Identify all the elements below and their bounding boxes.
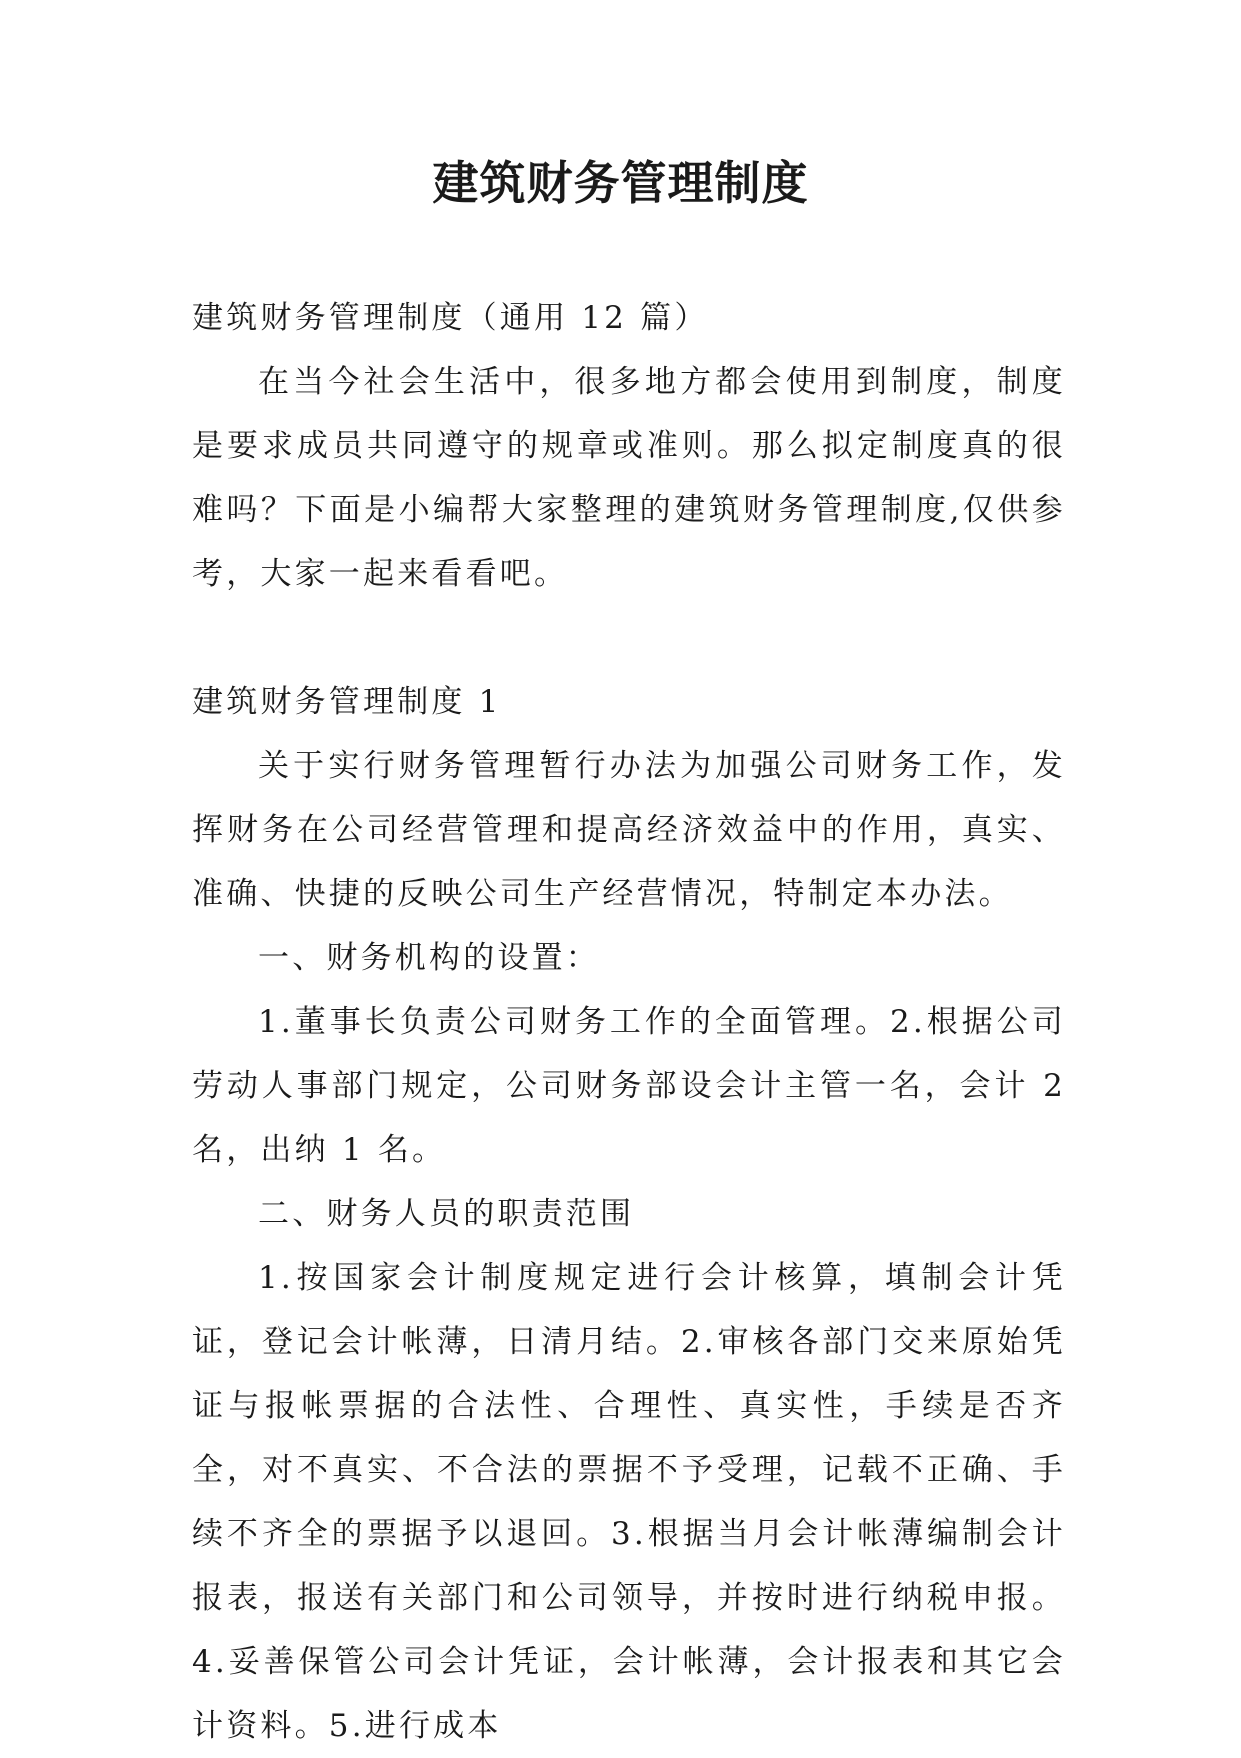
document-subtitle: 建筑财务管理制度（通用 12 篇） — [192, 300, 709, 336]
intro-paragraph: 在当今社会生活中，很多地方都会使用到制度，制度是要求成员共同遵守的规章或准则。那么拟定制度真的很难吗？下面是小编帮大家整理的建筑财务管理制度,仅供参考，大家一起来看看吧。 — [192, 364, 1066, 592]
document-body — [192, 286, 1066, 1758]
subheading-2: 二、财务人员的职责范围 — [258, 1196, 635, 1232]
body-paragraph-2: 1.董事长负责公司财务工作的全面管理。2.根据公司劳动人事部门规定，公司财务部设会计主管一名，会计 2 名，出纳 1 名。 — [192, 1004, 1066, 1168]
blank-line — [192, 606, 1066, 670]
document-title: 建筑财务管理制度 — [432, 156, 809, 210]
section-heading: 建筑财务管理制度 1 — [192, 684, 502, 720]
body-paragraph-1: 关于实行财务管理暂行办法为加强公司财务工作，发挥财务在公司经营管理和提高经济效益中的作用，真实、准确、快捷的反映公司生产经营情况，特制定本办法。 — [192, 748, 1066, 912]
subheading-1: 一、财务机构的设置： — [258, 940, 600, 976]
body-paragraph-3: 1.按国家会计制度规定进行会计核算，填制会计凭证，登记会计帐薄，日清月结。2.审核各部门交来原始凭证与报帐票据的合法性、合理性、真实性，手续是否齐全，对不真实、不合法的票据不予受理，记载不正确、手续不齐全的票据予以退回。3.根据当月会计帐薄编制会计报表，报送有关部门和公司领导，并按时进行纳税申报。4.妥善保管公司会计凭证，会计帐薄，会计报表和其它会计资料。5.进行成本 — [192, 1260, 1066, 1744]
